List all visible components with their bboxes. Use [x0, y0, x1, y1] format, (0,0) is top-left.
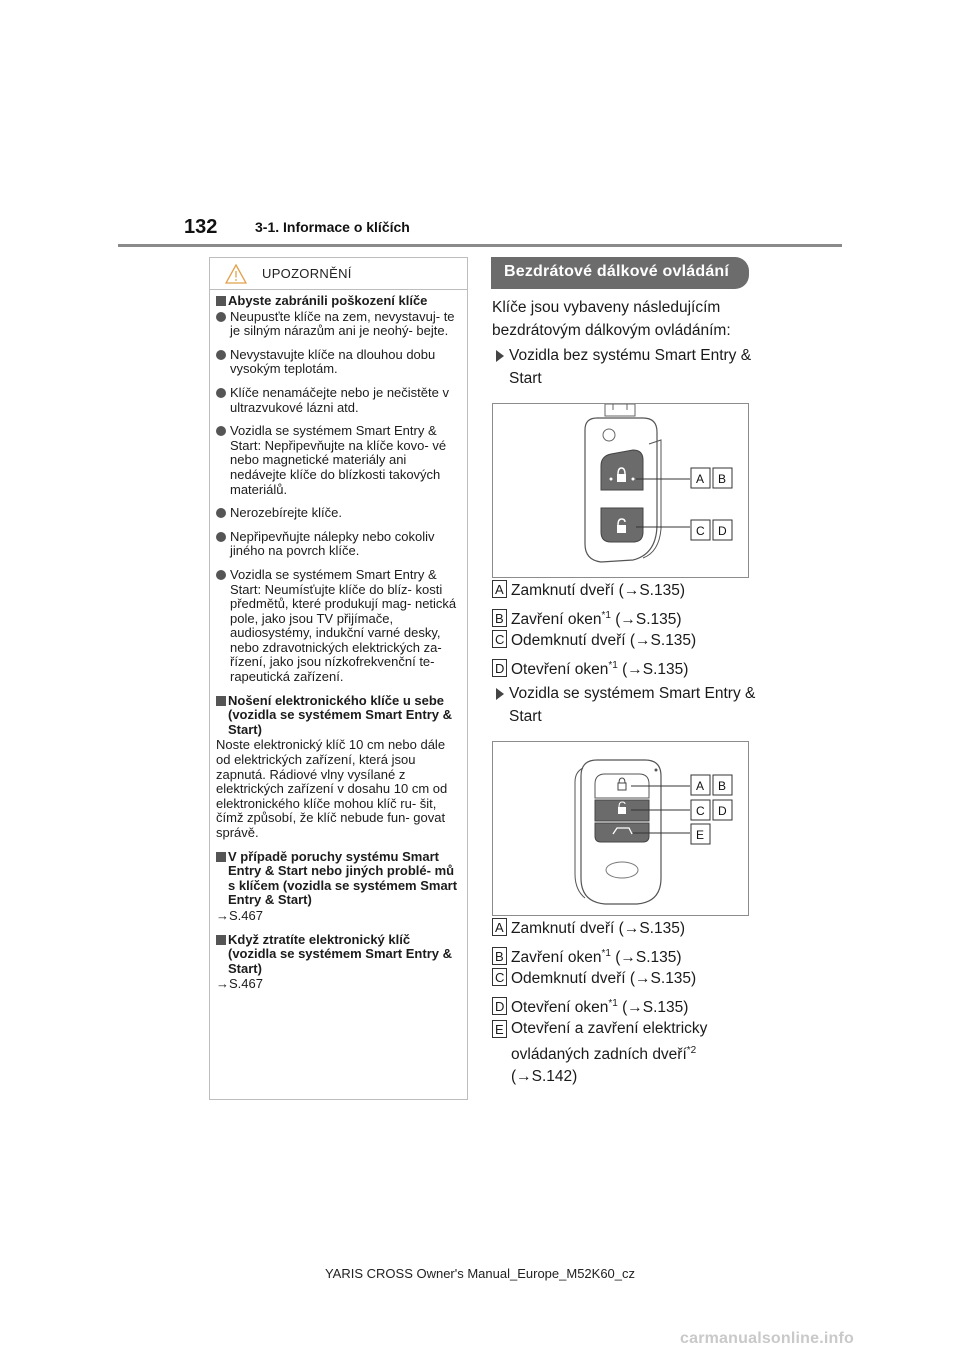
caution-heading-lost-key: Když ztratíte elektronický klíč (vozidla se systémem Smart Entry & Start)	[216, 933, 462, 977]
header-divider	[118, 244, 842, 247]
callout-d: D	[718, 804, 727, 818]
legend-row: C Odemknutí dveří (→S.135)	[492, 968, 696, 990]
caution-heading-carrying: Nošení elektronického klíče u sebe (vozidla se systémem Smart Entry & Start)	[216, 694, 462, 738]
legend-row: A Zamknutí dveří (→S.135)	[492, 918, 685, 940]
caution-item: Nevystavujte klíče na dlouhou dobu vysokým teplotám.	[216, 348, 462, 377]
caution-item: Klíče nenamáčejte nebo je nečistěte v ultrazvukové lázni atd.	[216, 386, 462, 415]
callout-a: A	[696, 472, 705, 486]
caution-item: Neupusťte klíče na zem, nevystavuj- te je silným nárazům ani je neohý- bejte.	[216, 310, 462, 339]
callout-b: B	[718, 779, 727, 793]
variant-heading: Vozidla bez systému Smart Entry & Start	[492, 344, 759, 390]
caution-heading-damage: Abyste zabránili poškození klíče	[216, 294, 462, 309]
legend-row: E Otevření a zavření elektricky ovládaných zadních dveří$^{*2}$ (→S.142)	[492, 1018, 742, 1088]
callout-c: C	[696, 524, 705, 538]
warning-triangle-icon	[225, 264, 247, 284]
key-illustration	[493, 404, 748, 577]
caution-item: Nerozebírejte klíče.	[216, 506, 462, 521]
callout-e: E	[696, 828, 705, 842]
caution-title: UPOZORNĚNÍ	[262, 266, 352, 281]
caution-heading-malfunction: V případě poruchy systému Smart Entry & Start nebo jiných problé- mů s klíčem (vozidla se systémem Smart Entry & Start)	[216, 850, 462, 908]
callout-c: C	[696, 804, 705, 818]
section-tab	[491, 257, 749, 289]
key-figure-smart-entry	[492, 741, 749, 916]
page-number: 132	[184, 216, 218, 238]
page-reference: →S.467	[216, 907, 263, 923]
section-title: 3-1. Informace o klíčích	[255, 219, 410, 235]
legend-row: C Odemknutí dveří (→S.135)	[492, 630, 696, 652]
caution-box	[209, 257, 468, 1100]
caution-item: Vozidla se systémem Smart Entry & Start: Neumísťujte klíče do blíz- kosti předmětů, které produkují mag- netická pole, jako jsou TV přijímače, audiosystémy, indukční varné desky, nebo zdravotnických elektrických za- řízení, jako jsou nízkofrekvenční te- rapeutická zařízení.	[216, 568, 462, 685]
callout-d: D	[718, 524, 727, 538]
legend-row: B Zavření oken$^{*1}$ (→S.135)	[492, 605, 682, 631]
key-figure-no-smart-entry	[492, 403, 749, 578]
legend-row: A Zamknutí dveří (→S.135)	[492, 580, 685, 602]
watermark: carmanualsonline.info	[680, 1330, 855, 1347]
caution-paragraph: Noste elektronický klíč 10 cm nebo dále od elektrických zařízení, která jsou zapnutá. Rádiové vlny vysílané z elektrických zařízení v dosahu 10 cm od elektronického klíče mohou klíč ru- šit, čímž způsobí, že klíč nebude fun- govat správě.	[216, 737, 448, 840]
variant-heading: Vozidla se systémem Smart Entry & Start	[492, 682, 759, 728]
intro-text: Klíče jsou vybaveny následujícím bezdrátovým dálkovým ovládáním:	[492, 299, 731, 339]
section-tab-title: Bezdrátové dálkové ovládání	[504, 263, 730, 280]
caution-item: Vozidla se systémem Smart Entry & Start: Nepřipevňujte na klíče kovo- vé nebo magnetické materiály ani nedávejte klíče do blízkosti takových materiálů.	[216, 424, 462, 497]
legend-row: B Zavření oken$^{*1}$ (→S.135)	[492, 943, 682, 969]
footer-text: YARIS CROSS Owner's Manual_Europe_M52K60_cz	[324, 1266, 636, 1281]
legend-row: D Otevření oken$^{*1}$ (→S.135)	[492, 655, 688, 681]
callout-b: B	[718, 472, 727, 486]
caution-header	[210, 258, 467, 290]
legend-row: D Otevření oken$^{*1}$ (→S.135)	[492, 993, 688, 1019]
smart-key-illustration	[493, 742, 748, 915]
callout-a: A	[696, 779, 705, 793]
caution-content	[216, 294, 462, 1001]
page-reference: →S.467	[216, 976, 263, 992]
caution-item: Nepřipevňujte nálepky nebo cokoliv jiného na povrch klíče.	[216, 530, 462, 559]
